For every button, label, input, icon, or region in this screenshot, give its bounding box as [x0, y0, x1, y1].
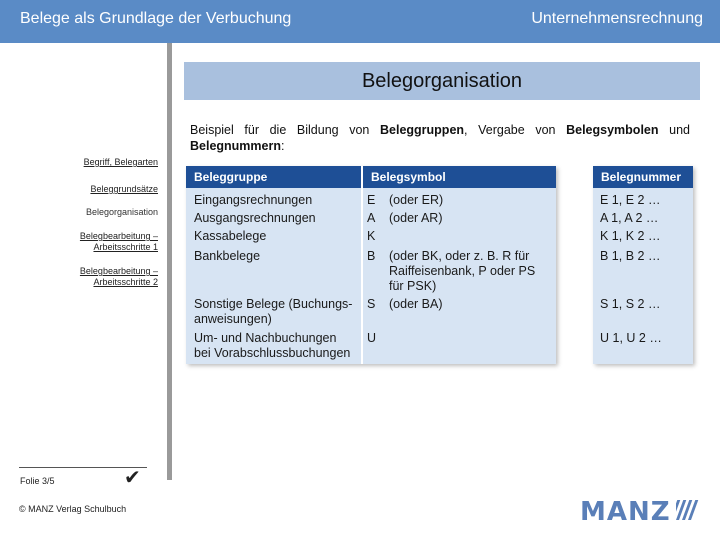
- table-cell-number: U 1, U 2 …: [600, 331, 662, 345]
- intro-text-bold: Belegnummern: [190, 139, 281, 153]
- nav-link-label: Arbeitsschritte 1: [93, 242, 158, 252]
- chapter-title: Belege als Grundlage der Verbuchung: [20, 10, 292, 27]
- checkmark-icon: ✔: [124, 467, 141, 489]
- table-cell-number: A 1, A 2 …: [600, 211, 659, 225]
- table-cell-symbol: B: [367, 249, 376, 263]
- intro-text-part: , Vergabe von: [464, 123, 567, 137]
- nav-link-label: Belegorganisation: [85, 207, 158, 217]
- intro-text-bold: Belegsymbolen: [566, 123, 659, 137]
- table-cell-symbol-note: (oder AR): [389, 211, 443, 225]
- column-header-belegsymbol: Belegsymbol: [363, 166, 556, 188]
- table-cell-symbol-note: (oder ER): [389, 193, 444, 207]
- nav-link-label: Arbeitsschritte 2: [93, 277, 158, 287]
- copyright-text: © MANZ Verlag Schulbuch: [19, 504, 127, 514]
- intro-text: [190, 122, 690, 154]
- table-cell-symbol: E: [367, 193, 376, 207]
- slide-number: Folie 3/5: [20, 476, 55, 486]
- intro-text-part: und: [658, 123, 690, 137]
- vertical-divider: [167, 43, 172, 480]
- table-cell-group: Bankbelege: [194, 249, 261, 263]
- nav-link-label: Belegbearbeitung –: [79, 266, 158, 276]
- table-cell-symbol-note: (oder BK, oder z. B. R für: [389, 249, 530, 263]
- column-header-belegnummer: Belegnummer: [593, 166, 693, 188]
- intro-text-bold: Beleggruppen: [380, 123, 465, 137]
- table-cell-symbol-note: (oder BA): [389, 297, 443, 311]
- table-cell-number: K 1, K 2 …: [600, 229, 661, 243]
- column-separator: [361, 166, 363, 364]
- table-cell-group: anweisungen): [194, 312, 272, 326]
- nav-link-begriff-belegarten[interactable]: [8, 157, 158, 168]
- table-cell-symbol: A: [367, 211, 376, 225]
- nav-link-belegbearbeitung-1[interactable]: [8, 231, 158, 253]
- nav-link-beleggrundsaetze[interactable]: [8, 184, 158, 195]
- column-header-beleggruppe: Beleggruppe: [186, 166, 361, 188]
- table-cell-group: Eingangsrechnungen: [194, 193, 313, 207]
- table-cell-symbol: K: [367, 229, 376, 243]
- table-cell-number: S 1, S 2 …: [600, 297, 661, 311]
- table-cell-symbol-note: für PSK): [389, 279, 437, 293]
- beleg-table: [186, 166, 556, 364]
- table-cell-group: bei Vorabschlussbuchungen: [194, 346, 351, 360]
- nav-link-belegbearbeitung-2[interactable]: [8, 266, 158, 288]
- nav-link-label: Begriff, Belegarten: [83, 157, 158, 167]
- table-cell-group: Kassabelege: [194, 229, 267, 243]
- nav-link-belegorganisation[interactable]: [8, 207, 158, 218]
- table-cell-symbol-note: Raiffeisenbank, P oder PS: [389, 264, 536, 278]
- table-cell-number: B 1, B 2 …: [600, 249, 661, 263]
- manz-logo: MANZ: [580, 497, 671, 527]
- table-cell-symbol: S: [367, 297, 376, 311]
- intro-text-part: :: [281, 139, 285, 153]
- table-cell-number: E 1, E 2 …: [600, 193, 661, 207]
- header-bar: [0, 0, 720, 43]
- table-cell-symbol: U: [367, 331, 377, 345]
- table-cell-group: Sonstige Belege (Buchungs-: [194, 297, 353, 311]
- belegnummer-table: [593, 166, 693, 364]
- section-title: Belegorganisation: [184, 62, 700, 100]
- subject-title: Unternehmensrechnung: [531, 10, 703, 27]
- intro-text-part: Beispiel für die Bildung von: [190, 123, 380, 137]
- nav-link-label: Beleggrundsätze: [90, 184, 158, 194]
- nav-link-label: Belegbearbeitung –: [79, 231, 158, 241]
- manz-logo-mark-icon: [676, 498, 702, 522]
- table-cell-group: Ausgangsrechnungen: [194, 211, 316, 225]
- table-cell-group: Um- und Nachbuchungen: [194, 331, 337, 345]
